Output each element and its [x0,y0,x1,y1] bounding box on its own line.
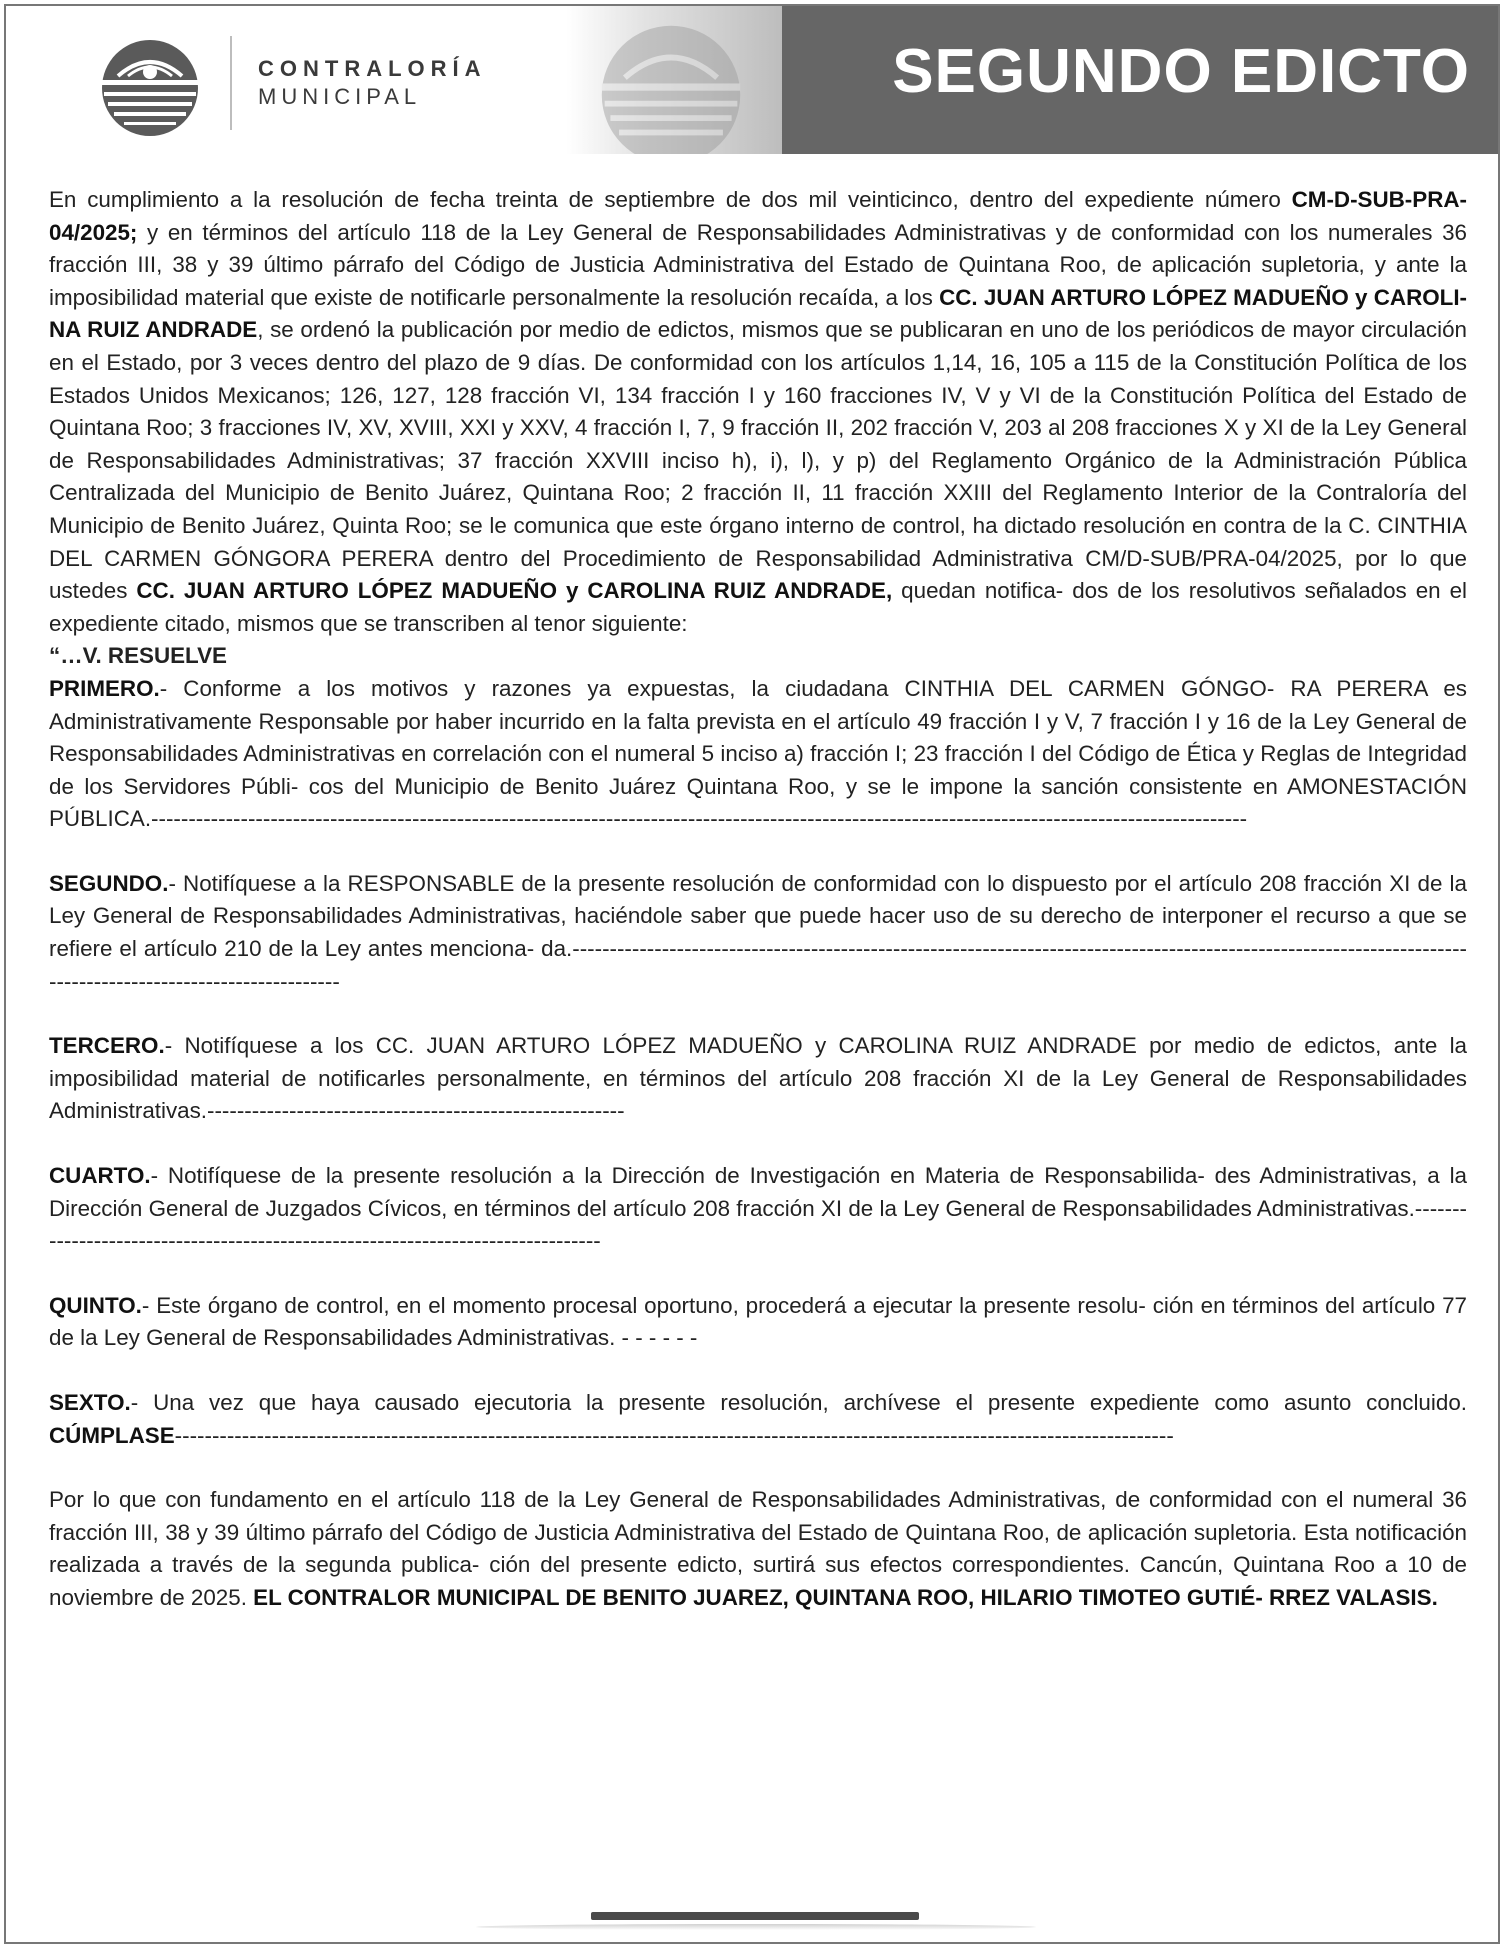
cuarto-text: - Notifíquese de la presente resolución a la Dirección de Investigación en Materia de Responsabilida- des Administrativas, a la Dirección General de Juzgados Cívicos, en términos del artículo 208 fracción XI de la Ley General de Responsabilidades Administrativas.--------------------------------------------------------------------------------- [49,1163,1467,1254]
primero-text: - Conforme a los motivos y razones ya expuestas, la ciudadana CINTHIA DEL CARMEN GÓNGO- RA PERERA es Administrativamente Responsable por haber incurrido en la falta prevista en el artículo 49 fracción I y V, 7 fracción I y 16 de la Ley General de Responsabilidades Administrativas en correlación con el numeral 5 inciso a) fracción I; 23 fracción I del Código de Ética y Reglas de Integridad de los Servidores Públi- cos del Municipio de Benito Juárez Quintana Roo, y se le impone la sanción consistente en AMONESTACIÓN PÚBLICA.--------------------------------------------------------------------------------------------------------------------------------------------------- [49,675,1467,832]
header [6,6,1498,154]
resolutivo-sexto [49,1387,1467,1452]
segundo-label: SEGUNDO. [49,870,169,896]
tercero-label: TERCERO. [49,1033,165,1059]
intro-text-1: En cumplimiento a la resolución de fecha treinta de septiembre de dos mil veinticinco, dentro del expediente número [49,187,1292,212]
tercero-text: - Notifíquese a los CC. JUAN ARTURO LÓPEZ MADUEÑO y CAROLINA RUIZ ANDRADE por medio de edictos, ante la imposibilidad material de notificarles personalmente, en términos del artículo 208 fracción XI de la Ley General de Responsabilidades Administrativas.-------------------------------------------------------- [49,1033,1467,1124]
quinto-text: - Este órgano de control, en el momento procesal oportuno, procederá a ejecutar la presente resolu- ción en términos del artículo 77 de la Ley General de Responsabilidades Administrativas. - - - - - - [49,1292,1467,1351]
closing-paragraph [49,1484,1467,1614]
resolutivo-primero [49,673,1467,836]
header-title-band [782,6,1498,154]
edict-body [49,184,1467,1615]
sexto-dashes: -------------------------------------------------------------------------------------------------------------------------------------- [174,1422,1174,1448]
org-name-line1: CONTRALORÍA [258,56,487,81]
closing-text: Por lo que con fundamento en el artículo 118 de la Ley General de Responsabilidades Administrativas, de conformidad con el numeral 36 fracción III, 38 y 39 último párrafo del Código de Justicia Administrativa del Estado de Quintana Roo, de aplicación supletoria. Esta notificación realizada a través de la segunda publica- ción del presente edicto, surtirá sus efectos correspondientes. Cancún, Quintana Roo a 10 de noviembre de 2025. [49,1487,1467,1610]
intro-paragraph [49,184,1467,640]
notified-names: CC. JUAN ARTURO LÓPEZ MADUEÑO y CAROLI- NA RUIZ ANDRADE [49,284,1468,343]
resolutivo-tercero [49,1030,1467,1128]
org-name-line2: MUNICIPAL [258,84,422,109]
signature: EL CONTRALOR MUNICIPAL DE BENITO JUAREZ, QUINTANA ROO, HILARIO TIMOTEO GUTIÉ- RREZ VALASIS. [253,1584,1438,1610]
edict-page [4,4,1500,1944]
header-divider [230,36,232,130]
intro-text-2: y en términos del artículo 118 de la Ley General de Responsabilidades Administrativas y de conformidad con los numerales 36 fracción III, 38 y 39 último párrafo del Código de Justicia Administrativa del Estado de Quintana Roo, de aplicación supletoria, y ante la imposibilidad material que existe de notificarle personalmente la resolución recaída, a los [49,219,1467,310]
header-gradient [566,6,786,154]
quinto-label: QUINTO. [49,1292,142,1318]
footer-bar [591,1912,919,1920]
logo-watermark-icon [596,20,746,154]
notified-names-2: CC. JUAN ARTURO LÓPEZ MADUEÑO y CAROLINA RUIZ ANDRADE, [136,578,893,604]
resolutivo-quinto [49,1290,1467,1355]
intro-text-4: quedan notifica- dos de los resolutivos señalados en el expediente citado, mismos que se transcriben al tenor siguiente: [49,578,1467,636]
cuarto-label: CUARTO. [49,1163,151,1189]
resolutivo-cuarto [49,1160,1467,1258]
footer-shadow [476,1924,1036,1930]
segundo-text: - Notifíquese a la RESPONSABLE de la presente resolución de conformidad con lo dispuesto por el artículo 208 fracción XI de la Ley General de Responsabilidades Administrativas, haciéndole saber que puede hacer uso de su derecho de interponer el recurso a que se refiere el artículo 210 de la Ley antes menciona- da.--------------------------------------------------------------------------------------------------------------------------------------------------------------- [49,870,1467,994]
intro-text-3: , se ordenó la publicación por medio de edictos, mismos que se publicaran en uno de los periódicos de mayor circulación en el Estado, por 3 veces dentro del plazo de 9 días. De conformidad con los artículos 1,14, 16, 105 a 115 de la Constitución Política de los Estados Unidos Mexicanos; 126, 127, 128 fracción VI, 134 fracción I y 160 fracciones IV, V y VI de la Constitución Política del Estado de Quintana Roo; 3 fracciones IV, XV, XVIII, XXI y XXV, 4 fracción I, 7, 9 fracción II, 202 fracción V, 203 al 208 fracciones X y XI de la Ley General de Responsabilidades Administrativas; 37 fracción XXVIII inciso h), i), l), y p) del Reglamento Orgánico de la Administración Pública Centralizada del Municipio de Benito Juárez, Quintana Roo; 2 fracción II, 11 fracción XXIII del Reglamento Interior de la Contraloría del Municipio de Benito Juárez, Quinta Roo; se le comunica que este órgano interno de control, ha dictado resolución en contra de la C. CINTHIA DEL CARMEN GÓNGORA PERERA dentro del Procedimiento de Responsabilidad Administrativa CM/D-SUB/PRA-04/2025, por lo que ustedes [49,317,1467,604]
cumplase: CÚMPLASE [49,1422,175,1448]
case-number: CM-D-SUB-PRA-04/2025; [49,187,1467,245]
sexto-text: - Una vez que haya causado ejecutoria la presente resolución, archívese el presente expediente como asunto concluido. [130,1390,1467,1415]
resolutivo-segundo [49,868,1467,998]
edict-title: SEGUNDO EDICTO [892,37,1470,106]
sexto-label: SEXTO. [49,1390,131,1415]
primero-label: PRIMERO. [49,675,160,701]
resuelve-heading: “…V. RESUELVE [49,643,227,669]
municipal-logo-icon [98,36,202,140]
